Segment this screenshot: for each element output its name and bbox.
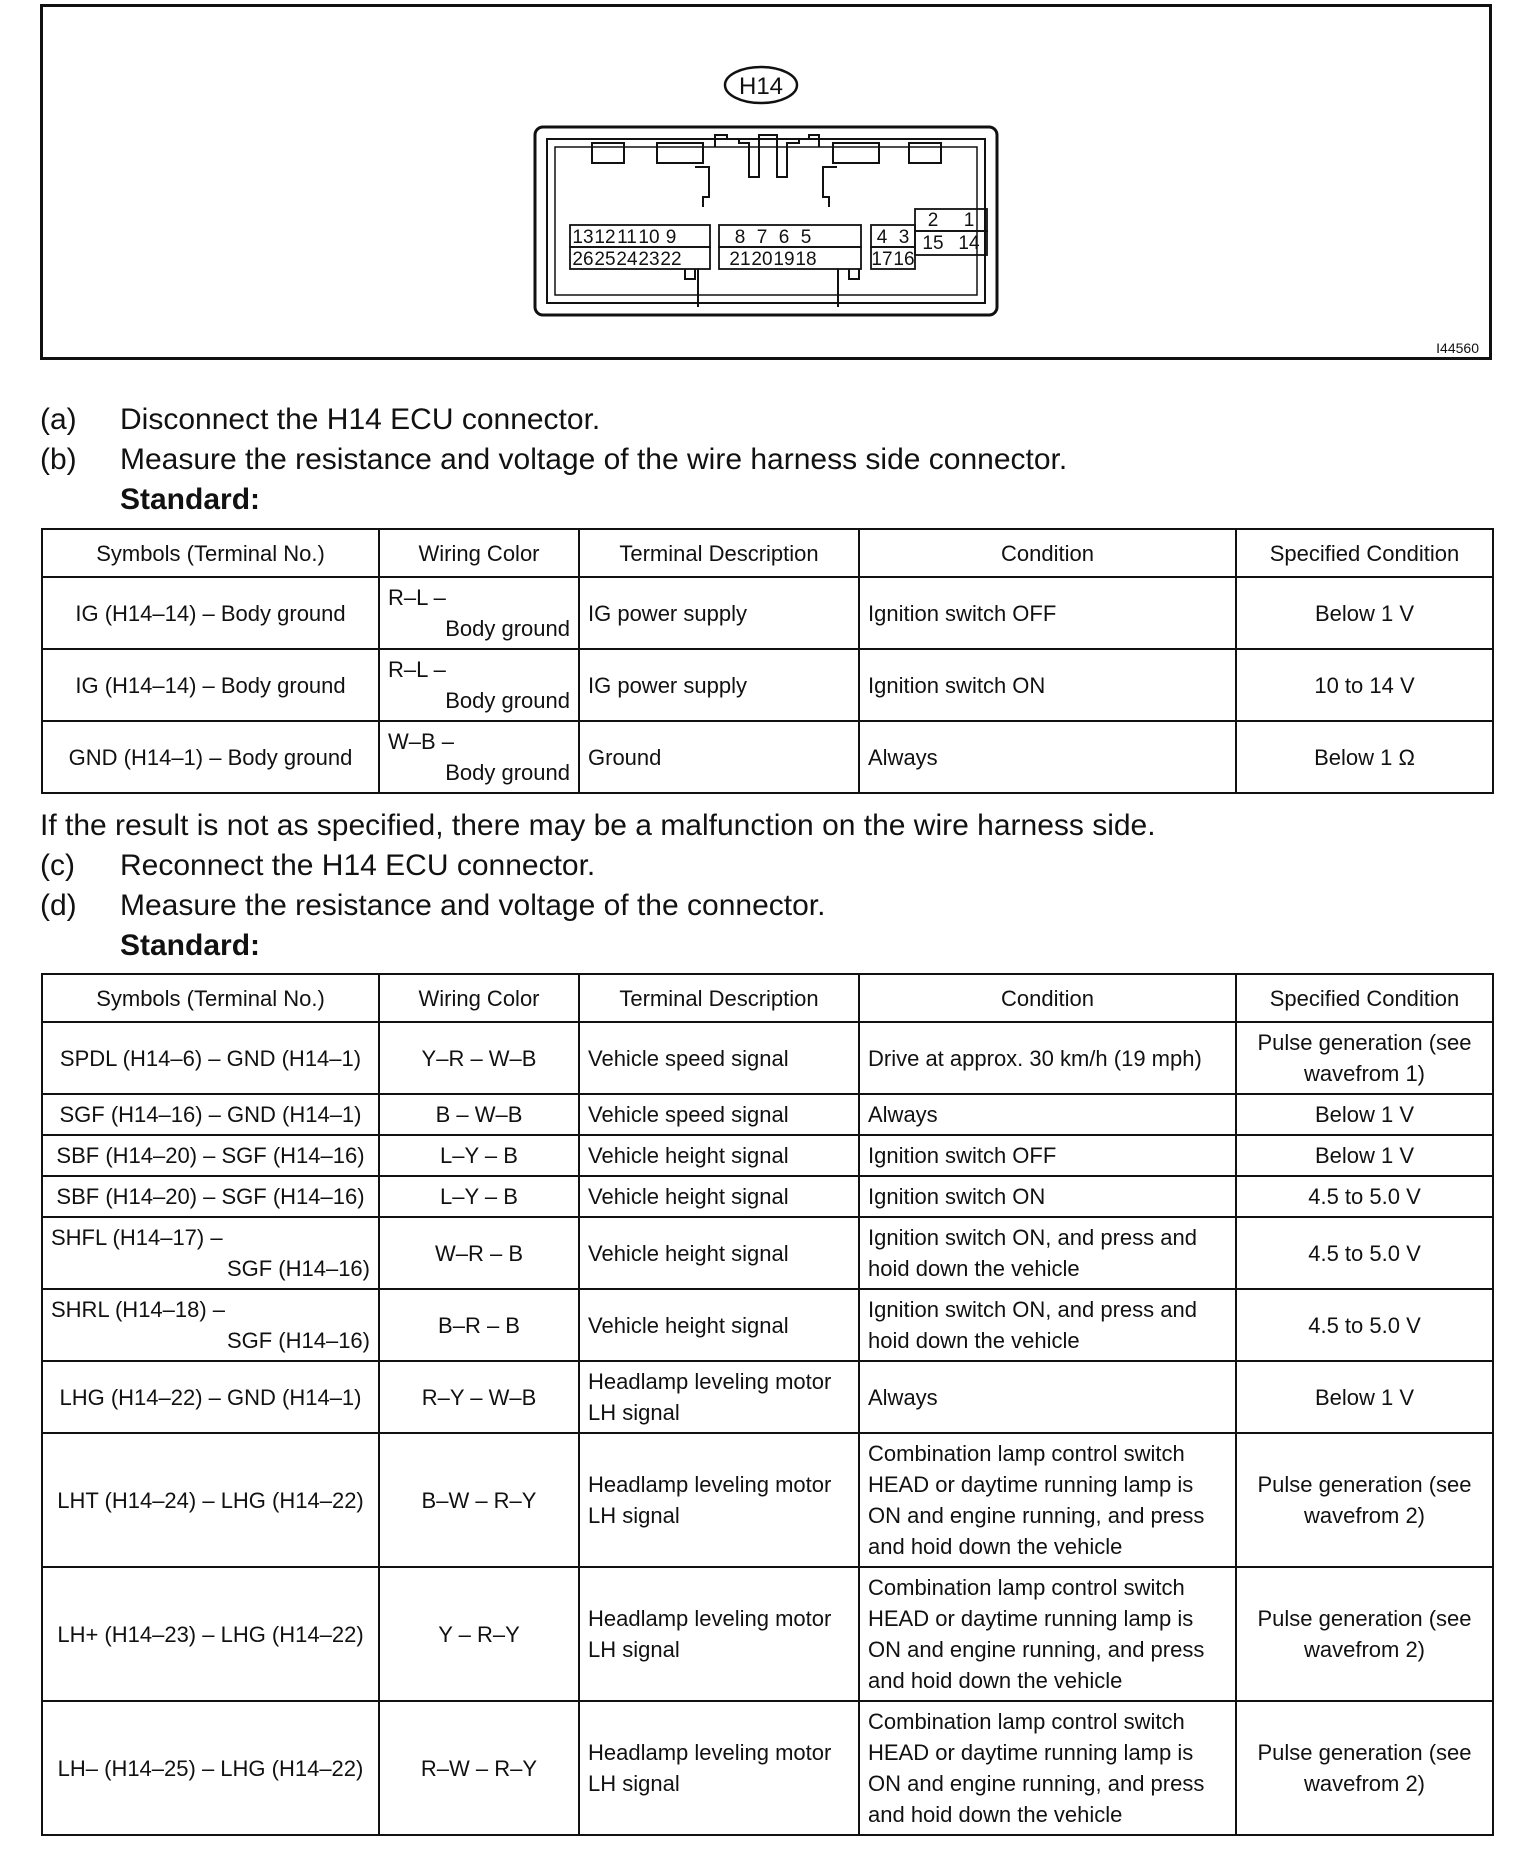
pin-number: 2 (927, 210, 939, 231)
col-wiring: Wiring Color (379, 974, 579, 1022)
pin-number: 3 (898, 227, 910, 248)
center-lock (715, 135, 819, 177)
cell-wiring: L–Y – B (379, 1176, 579, 1217)
image-code: I44560 (1436, 340, 1479, 356)
step-text: Reconnect the H14 ECU connector. (120, 849, 596, 882)
wiring-color-a: W–B – (388, 729, 455, 754)
cell-condition: Always (859, 1361, 1236, 1433)
cell-wiring: B–R – B (379, 1289, 579, 1361)
pin-number: 14 (958, 233, 980, 254)
standard-heading: Standard: (120, 929, 261, 962)
cell-condition: Ignition switch ON (859, 1176, 1236, 1217)
cell-description: Vehicle speed signal (579, 1022, 859, 1094)
cell-wiring (379, 577, 579, 649)
table-row (42, 1433, 1493, 1567)
cell-symbols: IG (H14–14) – Body ground (42, 649, 379, 721)
cell-symbols: SGF (H14–16) – GND (H14–1) (42, 1094, 379, 1135)
wiring-color-b: Body ground (445, 760, 570, 785)
cell-description: Headlamp leveling motor LH signal (579, 1567, 859, 1701)
pin-number: 9 (665, 227, 677, 248)
table-header-row (42, 974, 1493, 1022)
table-row (42, 1176, 1493, 1217)
wiring-color-a: R–L – (388, 585, 446, 610)
cell-description: Vehicle height signal (579, 1217, 859, 1289)
table-row (42, 721, 1493, 793)
table-row (42, 1701, 1493, 1835)
wiring-color-a: R–L – (388, 657, 446, 682)
cell-wiring: L–Y – B (379, 1135, 579, 1176)
step-label: (d) (40, 889, 77, 922)
table-row (42, 1289, 1493, 1361)
cell-wiring: R–W – R–Y (379, 1701, 579, 1835)
cell-wiring (379, 649, 579, 721)
pin-number: 1 (963, 210, 975, 231)
cell-specified: Pulse generation (see wavefrom 2) (1236, 1567, 1493, 1701)
symbols-line-1: SHFL (H14–17) – (51, 1225, 223, 1250)
table-row (42, 649, 1493, 721)
col-specified: Specified Condition (1236, 529, 1493, 577)
latch-slot (833, 143, 879, 163)
table-row (42, 1567, 1493, 1701)
table-body (42, 577, 1493, 793)
cell-symbols: GND (H14–1) – Body ground (42, 721, 379, 793)
cell-description: Vehicle height signal (579, 1289, 859, 1361)
cell-symbols: SBF (H14–20) – SGF (H14–16) (42, 1135, 379, 1176)
cell-specified: Below 1 V (1236, 1135, 1493, 1176)
pin-number: 22 (660, 249, 682, 270)
connector-label: H14 (738, 73, 784, 100)
cell-specified: Pulse generation (see wavefrom 2) (1236, 1433, 1493, 1567)
wiring-color-b: Body ground (445, 688, 570, 713)
cell-condition: Always (859, 1094, 1236, 1135)
pin-number: 10 (638, 227, 660, 248)
col-symbols: Symbols (Terminal No.) (42, 529, 379, 577)
cell-condition: Combination lamp control switch HEAD or daytime running lamp is ON and engine running, and press and hoid down the vehicle (859, 1433, 1236, 1567)
col-description: Terminal Description (579, 529, 859, 577)
step-label: (a) (40, 403, 77, 436)
pin-number: 25 (594, 249, 616, 270)
cell-symbols: LHG (H14–22) – GND (H14–1) (42, 1361, 379, 1433)
steps-section-2 (40, 806, 1500, 966)
table-header-row (42, 529, 1493, 577)
table-row (42, 577, 1493, 649)
step-text: Measure the resistance and voltage of the wire harness side connector. (120, 443, 1068, 476)
pin-number: 11 (617, 227, 637, 248)
cell-symbols: LH+ (H14–23) – LHG (H14–22) (42, 1567, 379, 1701)
table-row (42, 1135, 1493, 1176)
cell-wiring: R–Y – W–B (379, 1361, 579, 1433)
connector-figure (40, 4, 1492, 360)
step-d (40, 886, 1500, 926)
cell-specified: Below 1 V (1236, 577, 1493, 649)
symbols-line-2: SGF (H14–16) (226, 1328, 370, 1353)
cell-specified: 4.5 to 5.0 V (1236, 1217, 1493, 1289)
cell-description: IG power supply (579, 649, 859, 721)
pin-number: 19 (773, 249, 795, 270)
cell-condition: Ignition switch ON, and press and hoid down the vehicle (859, 1217, 1236, 1289)
cell-description: IG power supply (579, 577, 859, 649)
latch-slot (909, 143, 941, 163)
symbols-line-1: SHRL (H14–18) – (51, 1297, 226, 1322)
pin-number: 18 (795, 249, 817, 270)
cell-description: Vehicle speed signal (579, 1094, 859, 1135)
cell-description: Vehicle height signal (579, 1135, 859, 1176)
table-row (42, 1094, 1493, 1135)
cell-symbols (42, 1217, 379, 1289)
pin-number: 4 (876, 227, 888, 248)
connector-diagram (43, 7, 1489, 357)
cell-symbols: LH– (H14–25) – LHG (H14–22) (42, 1701, 379, 1835)
step-c (40, 846, 1500, 886)
spec-table-1 (41, 528, 1494, 794)
cell-description: Headlamp leveling motor LH signal (579, 1433, 859, 1567)
cell-description: Headlamp leveling motor LH signal (579, 1361, 859, 1433)
steps-section-1 (40, 400, 1500, 520)
pin-number: 6 (778, 227, 790, 248)
step-a (40, 400, 1500, 440)
col-description: Terminal Description (579, 974, 859, 1022)
table-body (42, 1022, 1493, 1835)
step-text: Disconnect the H14 ECU connector. (120, 403, 601, 436)
col-symbols: Symbols (Terminal No.) (42, 974, 379, 1022)
cell-specified: 10 to 14 V (1236, 649, 1493, 721)
cell-wiring: B–W – R–Y (379, 1433, 579, 1567)
cell-condition: Ignition switch OFF (859, 1135, 1236, 1176)
cell-condition: Ignition switch ON, and press and hoid down the vehicle (859, 1289, 1236, 1361)
col-specified: Specified Condition (1236, 974, 1493, 1022)
wiring-color-b: Body ground (445, 616, 570, 641)
pin-number: 24 (616, 249, 638, 270)
col-wiring: Wiring Color (379, 529, 579, 577)
pin-number: 5 (800, 227, 812, 248)
step-label: (c) (40, 849, 75, 882)
step-text: Measure the resistance and voltage of the connector. (120, 889, 826, 922)
cell-condition: Combination lamp control switch HEAD or daytime running lamp is ON and engine running, and press and hoid down the vehicle (859, 1701, 1236, 1835)
cell-condition: Ignition switch OFF (859, 577, 1236, 649)
col-condition: Condition (859, 974, 1236, 1022)
cell-specified: Pulse generation (see wavefrom 2) (1236, 1701, 1493, 1835)
result-note: If the result is not as specified, there may be a malfunction on the wire harness side. (40, 809, 1156, 842)
cell-specified: Pulse generation (see wavefrom 1) (1236, 1022, 1493, 1094)
cell-symbols (42, 1289, 379, 1361)
cell-symbols: SBF (H14–20) – SGF (H14–16) (42, 1176, 379, 1217)
cell-symbols: SPDL (H14–6) – GND (H14–1) (42, 1022, 379, 1094)
table-row (42, 1022, 1493, 1094)
cell-symbols: LHT (H14–24) – LHG (H14–22) (42, 1433, 379, 1567)
pin-number: 13 (572, 227, 594, 248)
cell-wiring: W–R – B (379, 1217, 579, 1289)
latch-slot (657, 143, 703, 163)
standard-heading: Standard: (120, 483, 261, 516)
cell-condition: Ignition switch ON (859, 649, 1236, 721)
pin-number: 23 (638, 249, 660, 270)
col-condition: Condition (859, 529, 1236, 577)
pin-number: 17 (871, 249, 893, 270)
step-b (40, 440, 1500, 480)
cell-description: Headlamp leveling motor LH signal (579, 1701, 859, 1835)
cell-specified: Below 1 V (1236, 1094, 1493, 1135)
cell-specified: Below 1 V (1236, 1361, 1493, 1433)
cell-wiring: Y–R – W–B (379, 1022, 579, 1094)
spec-table-2 (41, 973, 1494, 1836)
cell-wiring: B – W–B (379, 1094, 579, 1135)
pin-number: 21 (729, 249, 751, 270)
cell-description: Ground (579, 721, 859, 793)
cell-description: Vehicle height signal (579, 1176, 859, 1217)
cell-wiring (379, 721, 579, 793)
pin-number: 8 (734, 227, 746, 248)
cell-specified: 4.5 to 5.0 V (1236, 1176, 1493, 1217)
table-row (42, 1361, 1493, 1433)
cell-condition: Drive at approx. 30 km/h (19 mph) (859, 1022, 1236, 1094)
pin-number: 26 (572, 249, 594, 270)
cell-wiring: Y – R–Y (379, 1567, 579, 1701)
cell-specified: Below 1 Ω (1236, 721, 1493, 793)
pin-number: 20 (751, 249, 773, 270)
table-row (42, 1217, 1493, 1289)
cell-condition: Combination lamp control switch HEAD or daytime running lamp is ON and engine running, and press and hoid down the vehicle (859, 1567, 1236, 1701)
pin-number: 12 (594, 227, 616, 248)
step-label: (b) (40, 443, 77, 476)
cell-symbols: IG (H14–14) – Body ground (42, 577, 379, 649)
symbols-line-2: SGF (H14–16) (226, 1256, 370, 1281)
pin-number: 15 (922, 233, 944, 254)
pin-number: 16 (893, 249, 915, 270)
latch-slot (592, 143, 624, 163)
pin-numbers (572, 210, 980, 270)
cell-condition: Always (859, 721, 1236, 793)
pin-number: 7 (756, 227, 768, 248)
cell-specified: 4.5 to 5.0 V (1236, 1289, 1493, 1361)
